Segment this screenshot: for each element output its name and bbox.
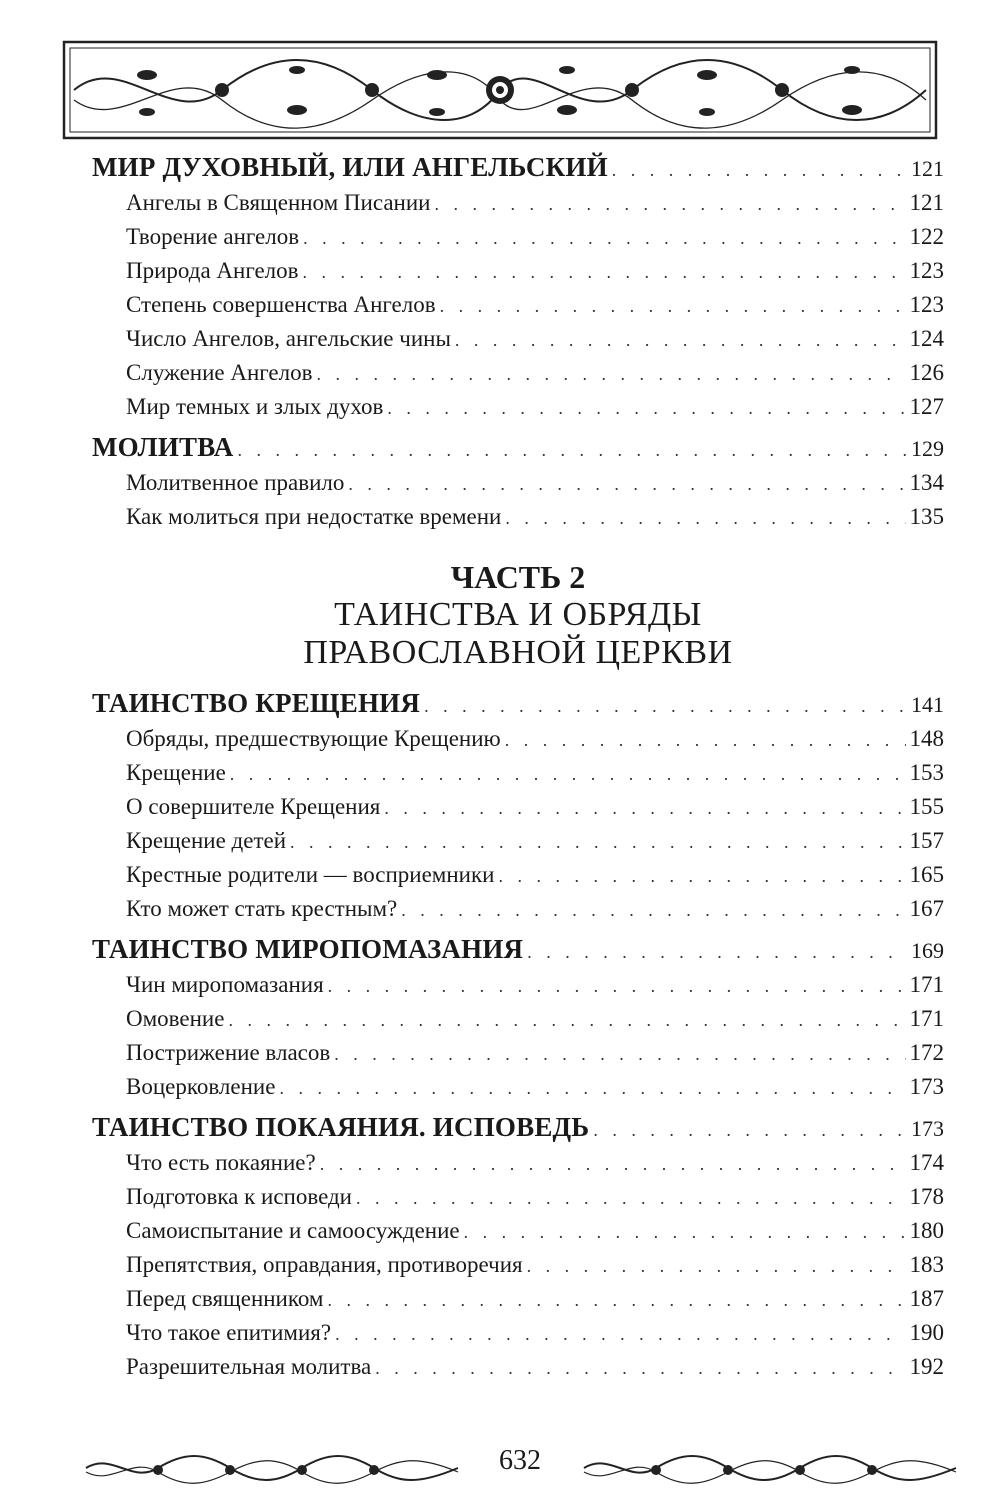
section-heading: [92, 934, 944, 972]
toc-sections-before: [92, 152, 944, 538]
toc-entry-page: 187: [909, 1286, 944, 1311]
toc-entry: [92, 1006, 944, 1040]
toc-entry: [92, 258, 944, 292]
toc-entry-page: 124: [909, 326, 944, 351]
dot-leader: [612, 160, 907, 181]
toc-entry-page: 172: [909, 1040, 944, 1065]
toc-entry: [92, 1320, 944, 1354]
toc-entry-label: Обряды, предшествующие Крещению: [126, 726, 501, 751]
toc-entry: [92, 224, 944, 258]
dot-leader: [498, 866, 905, 887]
table-of-contents: [92, 148, 944, 1388]
dot-leader: [334, 1044, 905, 1065]
toc-entry-page: 173: [909, 1074, 944, 1099]
toc-entry-label: Природа Ангелов: [126, 258, 299, 283]
toc-entry-label: Ангелы в Священном Писании: [126, 190, 431, 215]
toc-section: [92, 152, 944, 428]
toc-entry: [92, 1252, 944, 1286]
toc-entry: [92, 190, 944, 224]
toc-entry-label: Степень совершенства Ангелов: [126, 292, 436, 317]
toc-entry-page: 167: [909, 896, 944, 921]
section-heading-label: ТАИНСТВО КРЕЩЕНИЯ: [92, 688, 421, 718]
toc-entry: [92, 504, 944, 538]
toc-entry-label: Кто может стать крестным?: [126, 896, 398, 921]
section-heading: [92, 1112, 944, 1150]
part-subtitle-line2: ПРАВОСЛАВНОЙ ЦЕРКВИ: [303, 634, 733, 671]
toc-entry-label: Служение Ангелов: [126, 360, 313, 385]
toc-entry-page: 178: [909, 1184, 944, 1209]
toc-entry-page: 153: [909, 760, 944, 785]
toc-entry-page: 126: [909, 360, 944, 385]
toc-entry-label: Подготовка к исповеди: [126, 1184, 352, 1209]
toc-entry: [92, 360, 944, 394]
top-floral-ornament: [62, 40, 938, 140]
toc-entry-label: Препятствия, оправдания, противоречия: [126, 1252, 523, 1277]
section-heading-label: МИР ДУХОВНЫЙ, ИЛИ АНГЕЛЬСКИЙ: [92, 152, 608, 182]
toc-entry: [92, 1040, 944, 1074]
dot-leader: [401, 900, 905, 921]
toc-entry: [92, 726, 944, 760]
toc-entry-page: 127: [909, 394, 944, 419]
dot-leader: [320, 1154, 906, 1175]
dot-leader: [505, 730, 906, 751]
toc-entry-page: 180: [909, 1218, 944, 1243]
section-heading-label: МОЛИТВА: [92, 432, 234, 462]
dot-leader: [290, 832, 905, 853]
toc-entry-label: Крестные родители — восприемники: [126, 862, 495, 887]
toc-entry: [92, 794, 944, 828]
dot-leader: [593, 1120, 907, 1141]
toc-entry-label: Число Ангелов, ангельские чины: [126, 326, 451, 351]
toc-entry-page: 157: [909, 828, 944, 853]
toc-section: [92, 688, 944, 930]
toc-entry-page: 190: [909, 1320, 944, 1345]
part-header: [92, 558, 944, 672]
dot-leader: [335, 1324, 905, 1345]
toc-entry: [92, 292, 944, 326]
toc-entry-label: Молитвенное правило: [126, 470, 345, 495]
dot-leader: [375, 1358, 905, 1379]
toc-entry-label: Омовение: [126, 1006, 225, 1031]
toc-entry: [92, 760, 944, 794]
section-heading-label: ТАИНСТВО МИРОПОМАЗАНИЯ: [92, 934, 524, 964]
toc-entry-page: 123: [909, 292, 944, 317]
dot-leader: [279, 1078, 905, 1099]
toc-entry: [92, 326, 944, 360]
part-title: ЧАСТЬ 2: [450, 559, 586, 595]
toc-entry-page: 171: [909, 972, 944, 997]
toc-entry-label: Самоиспытание и самоосуждение: [126, 1218, 460, 1243]
dot-leader: [440, 296, 906, 317]
dot-leader: [328, 1290, 906, 1311]
section-heading-page: 173: [911, 1116, 944, 1141]
toc-entry-label: Крещение: [126, 760, 226, 785]
bottom-right-ornament: [580, 1448, 960, 1488]
dot-leader: [356, 1188, 906, 1209]
toc-entry: [92, 470, 944, 504]
toc-section: [92, 1112, 944, 1388]
toc-entry: [92, 896, 944, 930]
dot-leader: [348, 474, 905, 495]
toc-entry-label: Что такое епитимия?: [126, 1320, 332, 1345]
toc-entry-page: 135: [909, 504, 944, 529]
toc-entry: [92, 972, 944, 1006]
dot-leader: [384, 798, 905, 819]
dot-leader: [505, 508, 905, 529]
toc-entry-page: 165: [909, 862, 944, 887]
section-heading-page: 129: [911, 436, 944, 461]
dot-leader: [228, 1010, 905, 1031]
dot-leader: [230, 764, 906, 785]
toc-entry: [92, 1286, 944, 1320]
toc-entry-page: 122: [909, 224, 944, 249]
toc-entry: [92, 1184, 944, 1218]
section-heading: [92, 432, 944, 470]
toc-entry-label: Крещение детей: [126, 828, 287, 853]
toc-entry-label: Что есть покаяние?: [126, 1150, 316, 1175]
toc-entry: [92, 1074, 944, 1108]
dot-leader: [455, 330, 906, 351]
part-subtitle-line1: ТАИНСТВА И ОБРЯДЫ: [334, 596, 702, 633]
dot-leader: [328, 976, 906, 997]
dot-leader: [434, 194, 905, 215]
section-heading-page: 141: [911, 692, 944, 717]
section-heading: [92, 688, 944, 726]
toc-entry-label: Мир темных и злых духов: [126, 394, 384, 419]
dot-leader: [316, 364, 905, 385]
toc-entry-page: 123: [909, 258, 944, 283]
toc-entry-label: Воцерковление: [126, 1074, 276, 1099]
toc-entry-label: Пострижение власов: [126, 1040, 331, 1065]
dot-leader: [527, 942, 907, 963]
toc-entry-label: Творение ангелов: [126, 224, 300, 249]
toc-section: [92, 934, 944, 1108]
toc-entry-label: Как молиться при недостатке времени: [126, 504, 502, 529]
toc-entry-page: 174: [909, 1150, 944, 1175]
toc-entry-page: 171: [909, 1006, 944, 1031]
toc-entry: [92, 394, 944, 428]
toc-entry: [92, 1150, 944, 1184]
toc-entry-page: 148: [909, 726, 944, 751]
toc-entry-page: 192: [909, 1354, 944, 1379]
dot-leader: [303, 228, 905, 249]
page-number: 632: [499, 1445, 541, 1476]
toc-entry-label: Перед священником: [126, 1286, 324, 1311]
toc-entry: [92, 1354, 944, 1388]
toc-entry-page: 134: [909, 470, 944, 495]
section-heading: [92, 152, 944, 190]
toc-entry-page: 155: [909, 794, 944, 819]
dot-leader: [424, 696, 907, 717]
toc-sections-after: [92, 688, 944, 1388]
toc-entry-page: 183: [909, 1252, 944, 1277]
toc-entry: [92, 1218, 944, 1252]
dot-leader: [527, 1256, 906, 1277]
toc-section: [92, 432, 944, 538]
toc-entry-label: Чин миропомазания: [126, 972, 324, 997]
section-heading-page: 169: [911, 938, 944, 963]
dot-leader: [387, 398, 905, 419]
dot-leader: [303, 262, 906, 283]
toc-entry: [92, 862, 944, 896]
toc-entry-label: Разрешительная молитва: [126, 1354, 372, 1379]
section-heading-label: ТАИНСТВО ПОКАЯНИЯ. ИСПОВЕДЬ: [92, 1112, 590, 1142]
bottom-left-ornament: [82, 1448, 462, 1488]
dot-leader: [464, 1222, 906, 1243]
section-heading-page: 121: [911, 156, 944, 181]
dot-leader: [237, 440, 907, 461]
toc-entry: [92, 828, 944, 862]
toc-entry-page: 121: [909, 190, 944, 215]
toc-entry-label: О совершителе Крещения: [126, 794, 381, 819]
